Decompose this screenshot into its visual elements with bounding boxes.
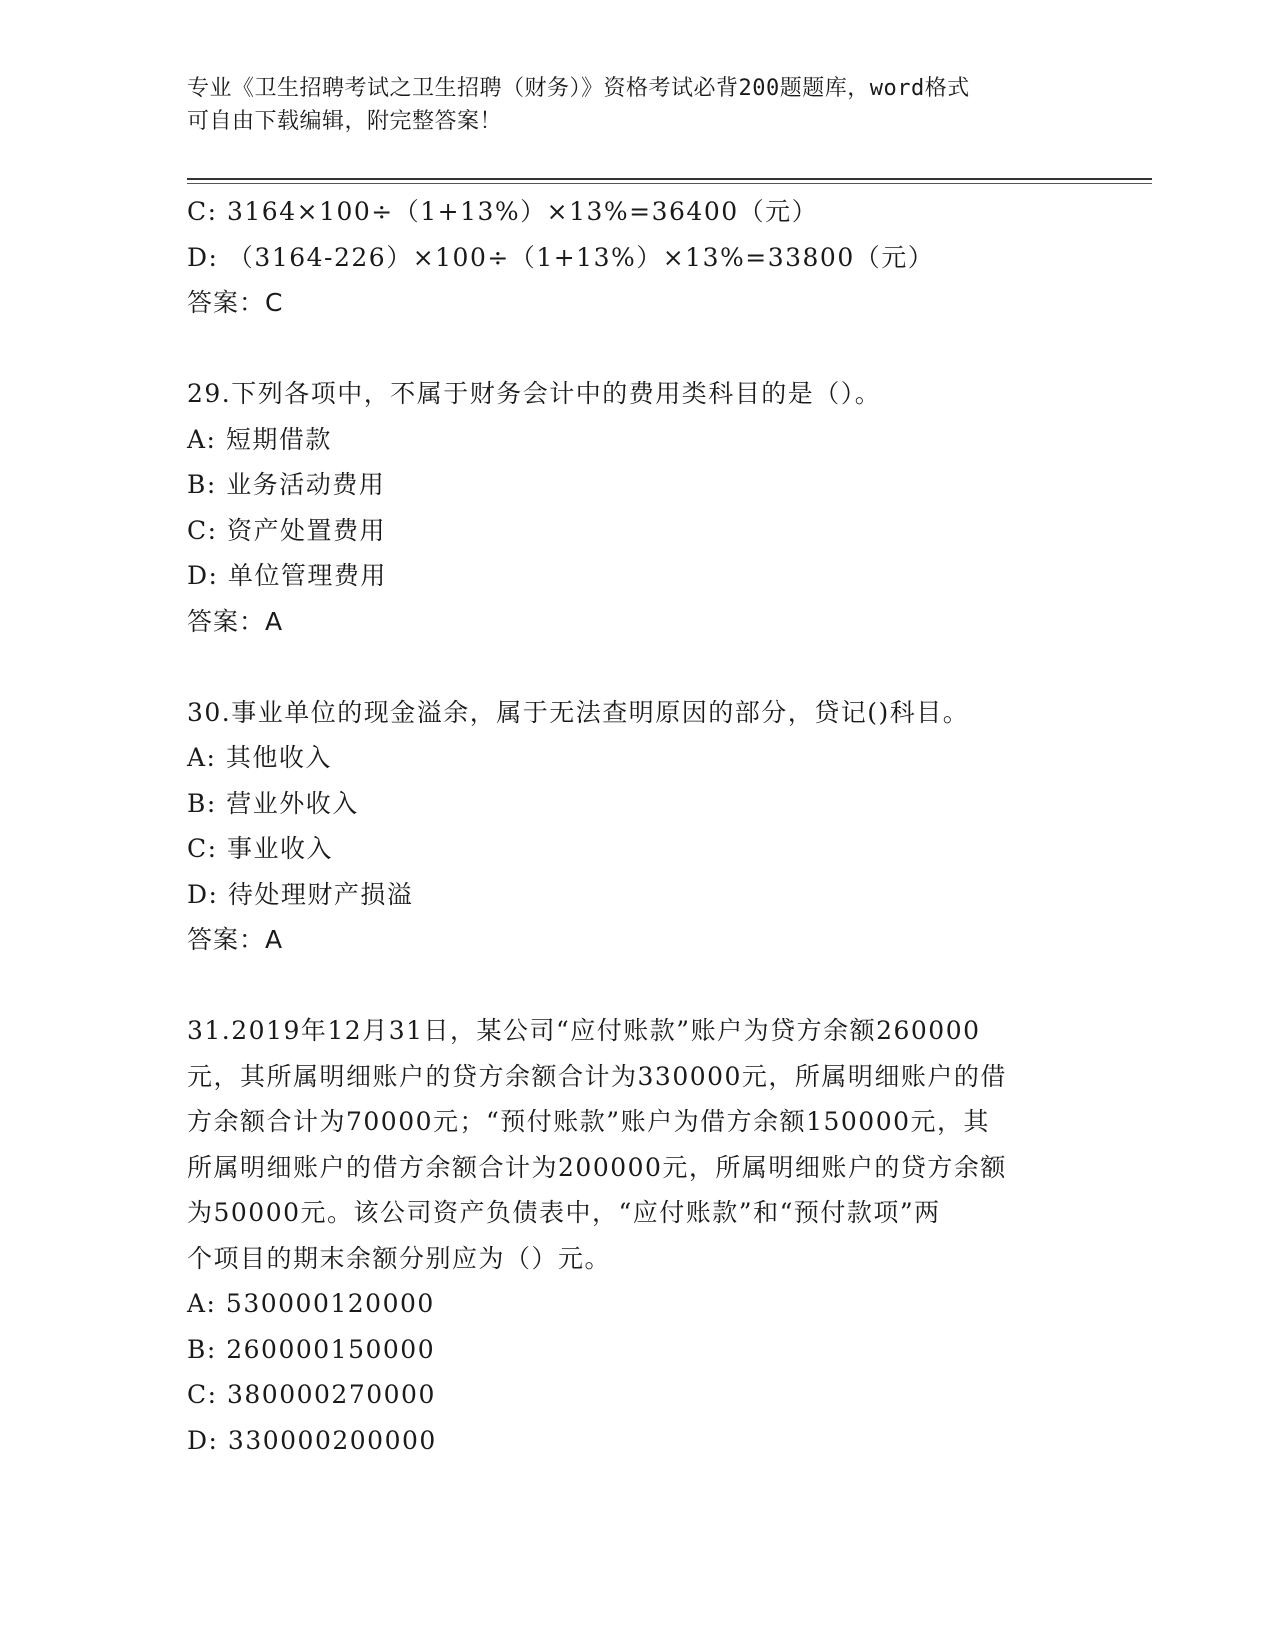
q30-stem: 30.事业单位的现金溢余，属于无法查明原因的部分，贷记()科目。: [187, 697, 970, 727]
q30-option-b: B: 营业外收入: [187, 788, 359, 818]
q29-option-c: C: 资产处置费用: [187, 515, 386, 545]
q29-option-a: A: 短期借款: [187, 424, 332, 454]
document-header: [187, 72, 1067, 138]
q29-answer: 答案：A: [187, 606, 284, 636]
q31-stem-line-1: 31.2019年12月31日，某公司“应付账款”账户为贷方余额260000: [187, 1016, 981, 1045]
q31-stem-line-2: 元，其所属明细账户的贷方余额合计为330000元，所属明细账户的借: [187, 1061, 1007, 1091]
q29-stem: 29.下列各项中，不属于财务会计中的费用类科目的是（）。: [187, 379, 882, 408]
q28-option-d: D: （3164-226）×100÷（1+13%）×13%=33800（元）: [187, 242, 935, 272]
q31-stem-line-3: 方余额合计为70000元；“预付账款”账户为借方余额150000元，其: [187, 1107, 991, 1136]
spacer: [187, 644, 1087, 690]
spacer: [187, 963, 1087, 1009]
q31-option-b: B: 260000150000: [187, 1334, 436, 1364]
question-30: [187, 690, 1087, 963]
q31-option-a: A: 530000120000: [187, 1289, 435, 1318]
header-divider-thin: [187, 183, 1152, 184]
header-divider-thick: [187, 178, 1152, 180]
q30-option-d: D: 待处理财产损溢: [187, 879, 414, 909]
question-content: [187, 189, 1087, 1463]
question-31: [187, 1008, 1087, 1463]
q30-option-c: C: 事业收入: [187, 834, 333, 863]
q28-answer: 答案：C: [187, 288, 284, 317]
spacer: [187, 326, 1087, 372]
q31-stem-line-5: 为50000元。该公司资产负债表中，“应付账款”和“预付款项”两: [187, 1198, 941, 1227]
header-title-line-1: 专业《卫生招聘考试之卫生招聘（财务）》资格考试必背200题题库，word格式: [187, 76, 970, 101]
q31-stem-line-4: 所属明细账户的借方余额合计为200000元，所属明细账户的贷方余额: [187, 1152, 1007, 1182]
q30-answer: 答案：A: [187, 925, 284, 954]
question-29: [187, 371, 1087, 644]
q30-option-a: A: 其他收入: [187, 743, 332, 772]
q31-stem-line-6: 个项目的期末余额分别应为（）元。: [187, 1243, 612, 1273]
q29-option-b: B: 业务活动费用: [187, 470, 386, 499]
q31-option-d: D: 330000200000: [187, 1425, 437, 1455]
q28-option-c: C: 3164×100÷（1+13%）×13%=36400（元）: [187, 197, 819, 226]
header-title-line-2: 可自由下载编辑，附完整答案！: [187, 109, 503, 134]
question-28-tail: [187, 189, 1087, 326]
q29-option-d: D: 单位管理费用: [187, 561, 387, 590]
q31-option-c: C: 380000270000: [187, 1380, 436, 1409]
